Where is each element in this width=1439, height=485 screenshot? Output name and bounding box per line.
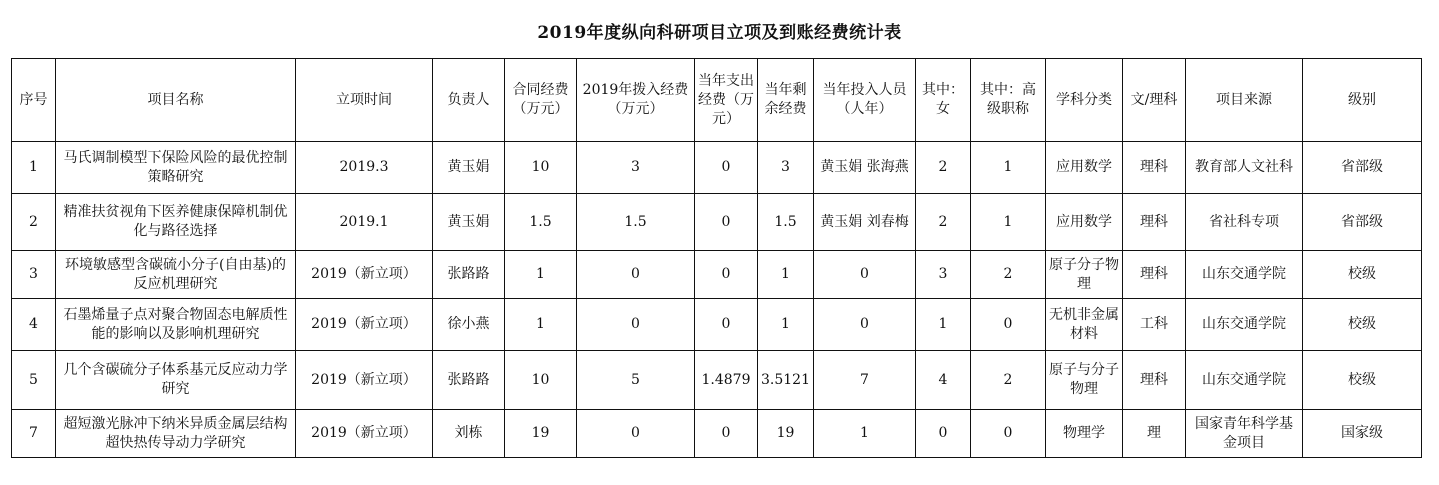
- cell-category: 理: [1123, 410, 1186, 458]
- col-header-contract: 合同经费（万元）: [505, 59, 577, 142]
- cell-date: 2019.1: [296, 194, 433, 251]
- cell-contract: 10: [505, 142, 577, 194]
- cell-female: 0: [916, 410, 971, 458]
- cell-spent: 0: [695, 194, 758, 251]
- cell-no: 4: [12, 299, 56, 351]
- cell-project-name: 超短激光脉冲下纳米异质金属层结构超快热传导动力学研究: [56, 410, 296, 458]
- cell-project-name: 环境敏感型含碳硫小分子(自由基)的反应机理研究: [56, 251, 296, 299]
- cell-female: 1: [916, 299, 971, 351]
- cell-date: 2019（新立项）: [296, 251, 433, 299]
- cell-discipline: 应用数学: [1046, 142, 1123, 194]
- funding-table: [11, 58, 1422, 458]
- cell-allocated: 5: [577, 351, 695, 410]
- cell-contract: 1: [505, 299, 577, 351]
- col-header-source: 项目来源: [1186, 59, 1303, 142]
- table-row: [12, 299, 1422, 351]
- cell-date: 2019.3: [296, 142, 433, 194]
- cell-senior: 0: [971, 410, 1046, 458]
- cell-no: 2: [12, 194, 56, 251]
- cell-senior: 2: [971, 351, 1046, 410]
- col-header-spent: 当年支出经费（万元）: [695, 59, 758, 142]
- cell-discipline: 物理学: [1046, 410, 1123, 458]
- cell-level: 校级: [1303, 351, 1422, 410]
- cell-senior: 1: [971, 142, 1046, 194]
- cell-allocated: 3: [577, 142, 695, 194]
- cell-senior: 1: [971, 194, 1046, 251]
- cell-spent: 0: [695, 299, 758, 351]
- cell-staff: 黄玉娟 张海燕: [814, 142, 916, 194]
- cell-spent: 0: [695, 410, 758, 458]
- col-header-leader: 负责人: [433, 59, 505, 142]
- col-header-date: 立项时间: [296, 59, 433, 142]
- col-header-level: 级别: [1303, 59, 1422, 142]
- header-row: [12, 59, 1422, 142]
- cell-senior: 0: [971, 299, 1046, 351]
- cell-allocated: 0: [577, 299, 695, 351]
- cell-source: 山东交通学院: [1186, 351, 1303, 410]
- cell-discipline: 无机非金属材料: [1046, 299, 1123, 351]
- cell-female: 3: [916, 251, 971, 299]
- cell-discipline: 原子与分子物理: [1046, 351, 1123, 410]
- cell-leader: 黄玉娟: [433, 142, 505, 194]
- col-header-category: 文/理科: [1123, 59, 1186, 142]
- col-header-staff: 当年投入人员（人年）: [814, 59, 916, 142]
- cell-senior: 2: [971, 251, 1046, 299]
- col-header-female: 其中：女: [916, 59, 971, 142]
- cell-leader: 徐小燕: [433, 299, 505, 351]
- cell-project-name: 马氏调制模型下保险风险的最优控制策略研究: [56, 142, 296, 194]
- cell-category: 工科: [1123, 299, 1186, 351]
- cell-remaining: 1: [758, 299, 814, 351]
- cell-female: 2: [916, 142, 971, 194]
- table-title: 2019年度纵向科研项目立项及到账经费统计表: [537, 23, 902, 43]
- cell-allocated: 0: [577, 251, 695, 299]
- cell-date: 2019（新立项）: [296, 410, 433, 458]
- cell-category: 理科: [1123, 142, 1186, 194]
- col-header-no: 序号: [12, 59, 56, 142]
- cell-spent: 1.4879: [695, 351, 758, 410]
- cell-no: 1: [12, 142, 56, 194]
- cell-discipline: 原子分子物理: [1046, 251, 1123, 299]
- cell-leader: 刘栋: [433, 410, 505, 458]
- cell-remaining: 1.5: [758, 194, 814, 251]
- col-header-remaining: 当年剩余经费: [758, 59, 814, 142]
- cell-source: 山东交通学院: [1186, 299, 1303, 351]
- cell-source: 省社科专项: [1186, 194, 1303, 251]
- cell-female: 4: [916, 351, 971, 410]
- cell-staff: 0: [814, 251, 916, 299]
- cell-project-name-text: 石墨烯量子点对聚合物固态电解质性能的影响以及影响机理研究: [63, 306, 288, 342]
- cell-level: 国家级: [1303, 410, 1422, 458]
- cell-remaining: 1: [758, 251, 814, 299]
- cell-level: 省部级: [1303, 142, 1422, 194]
- cell-remaining: 3: [758, 142, 814, 194]
- cell-source: 教育部人文社科: [1186, 142, 1303, 194]
- cell-no: 7: [12, 410, 56, 458]
- cell-category: 理科: [1123, 194, 1186, 251]
- cell-staff: 1: [814, 410, 916, 458]
- col-header-discipline: 学科分类: [1046, 59, 1123, 142]
- table-row: [12, 410, 1422, 458]
- table-row: [12, 251, 1422, 299]
- cell-project-name: 精准扶贫视角下医养健康保障机制优化与路径选择: [56, 194, 296, 251]
- cell-allocated: 0: [577, 410, 695, 458]
- table-row: [12, 142, 1422, 194]
- cell-category: 理科: [1123, 251, 1186, 299]
- cell-source: 山东交通学院: [1186, 251, 1303, 299]
- cell-date: 2019（新立项）: [296, 351, 433, 410]
- cell-staff: 7: [814, 351, 916, 410]
- table-row: [12, 194, 1422, 251]
- cell-female: 2: [916, 194, 971, 251]
- cell-category: 理科: [1123, 351, 1186, 410]
- cell-level: 省部级: [1303, 194, 1422, 251]
- cell-contract: 1.5: [505, 194, 577, 251]
- cell-leader: 黄玉娟: [433, 194, 505, 251]
- cell-allocated: 1.5: [577, 194, 695, 251]
- cell-contract: 10: [505, 351, 577, 410]
- cell-contract: 1: [505, 251, 577, 299]
- cell-leader: 张路路: [433, 251, 505, 299]
- cell-remaining: 3.5121: [758, 351, 814, 410]
- cell-discipline: 应用数学: [1046, 194, 1123, 251]
- cell-spent: 0: [695, 142, 758, 194]
- cell-no: 3: [12, 251, 56, 299]
- cell-project-name: [56, 299, 296, 351]
- cell-source: 国家青年科学基金项目: [1186, 410, 1303, 458]
- col-header-allocated: 2019年拨入经费（万元）: [577, 59, 695, 142]
- cell-no: 5: [12, 351, 56, 410]
- cell-remaining: 19: [758, 410, 814, 458]
- cell-leader: 张路路: [433, 351, 505, 410]
- cell-level: 校级: [1303, 251, 1422, 299]
- cell-project-name: 几个含碳硫分子体系基元反应动力学研究: [56, 351, 296, 410]
- cell-staff: 0: [814, 299, 916, 351]
- col-header-senior: 其中：高级职称: [971, 59, 1046, 142]
- cell-level: 校级: [1303, 299, 1422, 351]
- col-header-name: 项目名称: [56, 59, 296, 142]
- cell-date: 2019（新立项）: [296, 299, 433, 351]
- table-row: [12, 351, 1422, 410]
- cell-contract: 19: [505, 410, 577, 458]
- cell-spent: 0: [695, 251, 758, 299]
- cell-staff: 黄玉娟 刘春梅: [814, 194, 916, 251]
